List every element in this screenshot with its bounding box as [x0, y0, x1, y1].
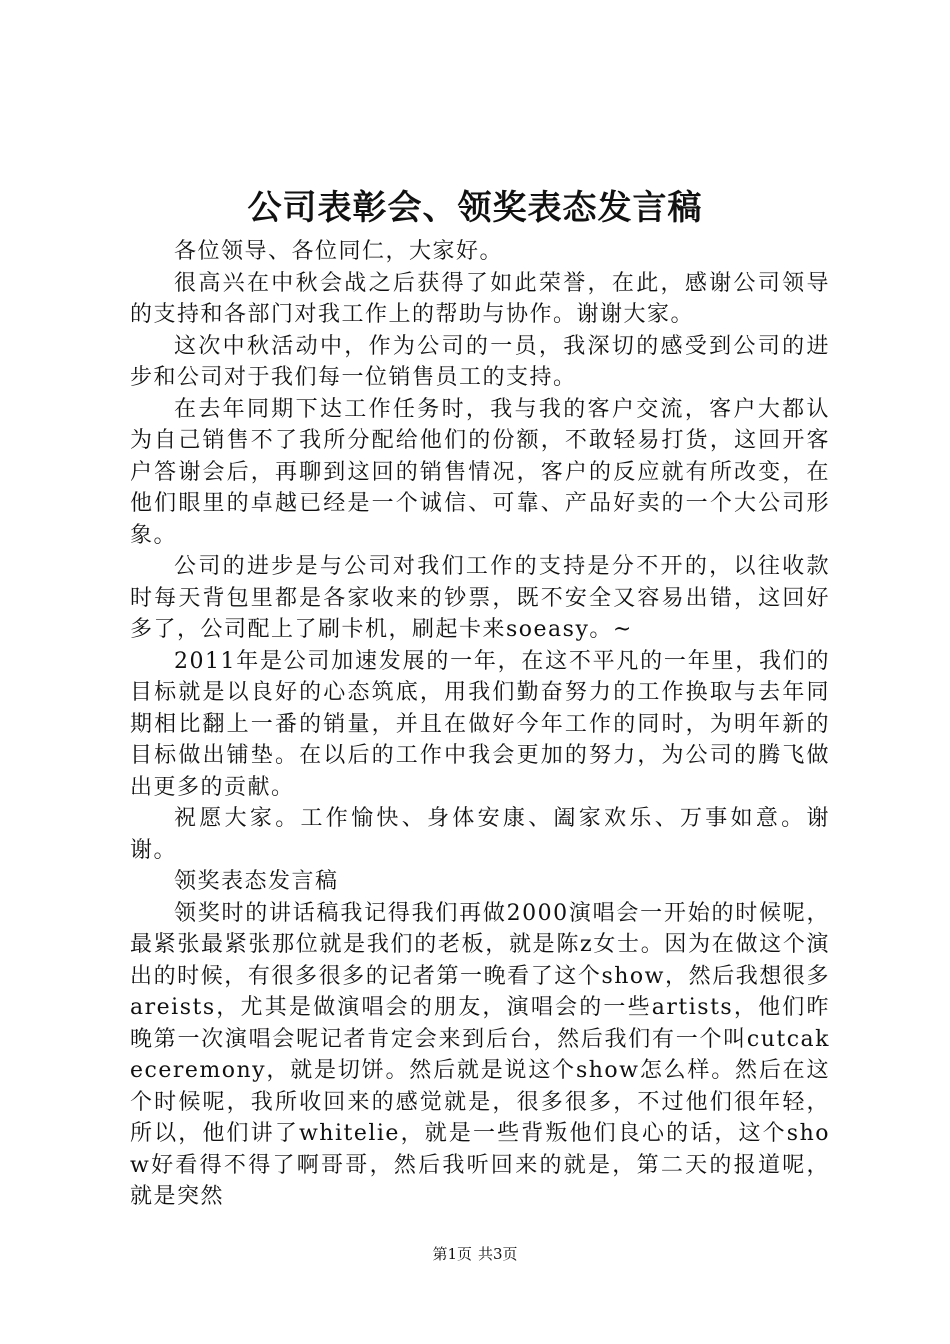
paragraph: 祝愿大家。工作愉快、身体安康、阖家欢乐、万事如意。谢谢。	[130, 806, 830, 863]
document-body	[130, 236, 830, 1213]
document-title: 公司表彰会、领奖表态发言稿	[247, 188, 703, 228]
page-total: 共3页	[478, 1245, 518, 1263]
paragraph: 这次中秋活动中，作为公司的一员，我深切的感受到公司的进步和公司对于我们每一位销售员工的支持。	[130, 333, 830, 390]
paragraph: 领奖时的讲话稿我记得我们再做2000演唱会一开始的时候呢，最紧张最紧张那位就是我们的老板，就是陈z女士。因为在做这个演出的时候，有很多很多的记者第一晚看了这个show，然后我想很多areists，尤其是做演唱会的朋友，演唱会的一些artists，他们昨晚第一次演唱会呢记者肯定会来到后台，然后我们有一个叫cutcakeceremony，就是切饼。然后就是说这个show怎么样。然后在这个时候呢，我所收回来的感觉就是，很多很多，不过他们很年轻，所以，他们讲了whitelie，就是一些背叛他们良心的话，这个show好看得不得了啊哥哥，然后我听回来的就是，第二天的报道呢，就是突然	[130, 900, 830, 1209]
page-number: 第1页	[432, 1245, 472, 1263]
page-footer	[0, 1244, 950, 1264]
paragraph: 很高兴在中秋会战之后获得了如此荣誉，在此，感谢公司领导的支持和各部门对我工作上的帮助与协作。谢谢大家。	[130, 270, 830, 327]
paragraph: 公司的进步是与公司对我们工作的支持是分不开的，以往收款时每天背包里都是各家收来的钞票，既不安全又容易出错，这回好多了，公司配上了刷卡机，刷起卡来soeasy。~	[130, 554, 830, 642]
section-heading: 领奖表态发言稿	[174, 869, 339, 894]
paragraph: 2011年是公司加速发展的一年，在这不平凡的一年里，我们的目标就是以良好的心态筑底，用我们勤奋努力的工作换取与去年同期相比翻上一番的销量，并且在做好今年工作的同时，为明年新的目标做出铺垫。在以后的工作中我会更加的努力，为公司的腾飞做出更多的贡献。	[130, 648, 830, 800]
paragraph: 各位领导、各位同仁，大家好。	[174, 239, 504, 264]
paragraph: 在去年同期下达工作任务时，我与我的客户交流，客户大都认为自己销售不了我所分配给他们的份额，不敢轻易打货，这回开客户答谢会后，再聊到这回的销售情况，客户的反应就有所改变，在他们眼里的卓越已经是一个诚信、可靠、产品好卖的一个大公司形象。	[130, 396, 830, 548]
